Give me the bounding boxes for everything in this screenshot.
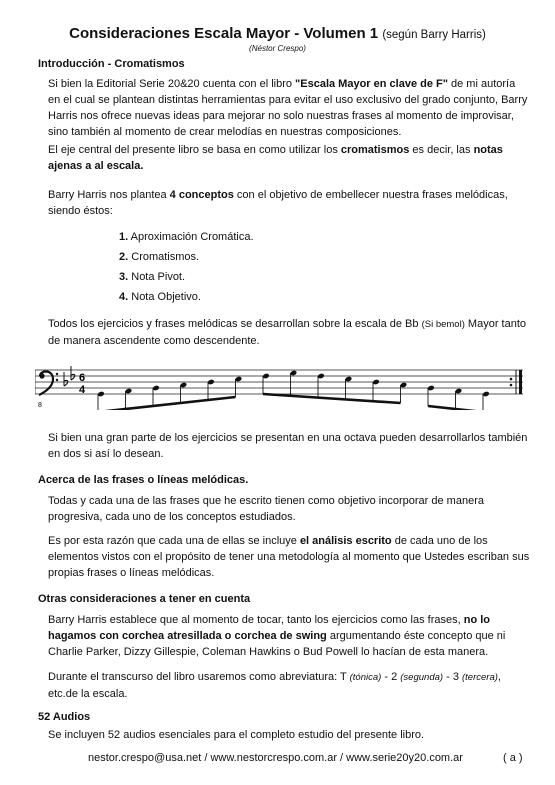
footer-links: nestor.crespo@usa.net / www.nestorcrespo.com.ar / www.serie20y20.com.ar	[88, 752, 463, 764]
bass-clef-icon	[39, 371, 58, 395]
list-text: Nota Pivot.	[128, 271, 186, 283]
list-number: 3.	[119, 271, 129, 283]
text-run: El eje central del presente libro se basa en como utilizar los	[48, 144, 341, 156]
flat-icon	[71, 366, 75, 380]
intro-paragraph-3	[38, 187, 530, 219]
page-title	[0, 25, 555, 42]
emphasis-text: notas ajenas a al escala.	[48, 144, 503, 172]
octave-mark: 8	[38, 402, 42, 409]
title-subtitle: (según Barry Harris)	[382, 29, 486, 41]
list-text: Cromatismos.	[128, 251, 200, 263]
list-item	[119, 267, 254, 287]
text-run: Durante el transcurso del libro usaremos como abreviatura: T	[48, 671, 350, 683]
emphasis-text: 4 conceptos	[169, 189, 234, 201]
list-text: Nota Objetivo.	[128, 291, 201, 303]
text-run: con el objetivo de embellecer nuestra frases melódicas, siendo éstos:	[48, 189, 508, 217]
text-run: Si bien la Editorial Serie 20&20 cuenta con el libro	[48, 78, 296, 90]
otras-paragraph-1	[38, 612, 530, 660]
list-item	[119, 287, 254, 307]
text-run: de cada uno de los elementos vistos con el propósito de tener una metodología al momento que Ustedes escriban sus propias frases o líneas melódicas.	[48, 535, 530, 579]
list-number: 1.	[119, 231, 129, 243]
text-run: Barry Harris nos plantea	[48, 189, 170, 201]
emphasis-text: cromatismos	[340, 144, 410, 156]
frases-paragraph-2	[38, 533, 530, 581]
intro-paragraph-1	[38, 76, 530, 140]
text-run: es decir, las	[409, 144, 474, 156]
time-signature-bottom: 4	[79, 384, 86, 396]
intro-paragraph-2	[38, 142, 530, 174]
heading-audios: 52 Audios	[38, 711, 91, 723]
otras-paragraph-2	[38, 669, 530, 702]
audios-paragraph: Se incluyen 52 audios esenciales para el completo estudio del presente libro.	[48, 729, 425, 741]
abbreviation-note: (tercera)	[462, 672, 498, 683]
text-run: Barry Harris establece que al momento de tocar, tanto los ejercicios como las frases,	[48, 614, 464, 626]
note-beam	[263, 394, 401, 403]
intro-paragraph-5: Si bien una gran parte de los ejercicios se presentan en una octava pueden desarrollarlos también en dos si así lo desean.	[48, 432, 528, 460]
heading-intro: Introducción - Cromatismos	[38, 58, 185, 70]
list-text: Aproximación Cromática.	[128, 231, 254, 243]
note-parenthetical: (Si bemol)	[421, 319, 465, 330]
list-number: 4.	[119, 291, 129, 303]
text-run: - 3	[443, 671, 462, 683]
abbreviation-note: (segunda)	[400, 672, 444, 683]
text-run: de mi autoría en el cual se plantean distintas herramientas para evitar el uso exclusivo del grado conjunto, Barry Harris nos ofrece nuevas ideas para mejorar no solo nuestras frases al momento de improvisar, sino también al momento de crear melodías en nuestras composiciones.	[48, 78, 528, 138]
music-staff	[35, 360, 525, 410]
heading-otras: Otras consideraciones a tener en cuenta	[38, 593, 251, 605]
intro-paragraph-4	[38, 316, 530, 349]
text-run: Es por esta razón que cada una de ellas se incluye	[48, 535, 300, 547]
text-run: - 2	[381, 671, 401, 683]
concepts-list	[119, 227, 254, 307]
text-run: argumentando éste concepto que ni Charlie Parker, Dizzy Gillespie, Coleman Hawkins o Bud Powell lo hacían de esta manera.	[48, 630, 506, 658]
page-number: ( a )	[503, 752, 523, 764]
heading-frases: Acerca de las frases o líneas melódicas.	[38, 474, 249, 486]
list-item	[119, 247, 254, 267]
time-signature-top: 6	[79, 372, 86, 384]
text-run: , etc.de la escala.	[48, 671, 501, 700]
abbreviation-note: (tónica)	[349, 672, 382, 683]
list-number: 2.	[119, 251, 129, 263]
note-beam	[98, 397, 236, 410]
emphasis-text: el análisis escrito	[299, 535, 392, 547]
title-text: Consideraciones Escala Mayor - Volumen 1	[69, 25, 379, 42]
text-run: Mayor tanto de manera ascendente como descendente.	[48, 318, 527, 347]
list-item	[119, 227, 254, 247]
emphasis-text: no lo hagamos con corchea atresillada o corchea de swing	[48, 614, 491, 642]
flat-icon	[64, 372, 68, 386]
frases-paragraph-1: Todas y cada una de las frases que he escrito tienen como objetivo incorporar de manera progresiva, cada uno de los conceptos estudiados.	[48, 495, 484, 523]
text-run: Todos los ejercicios y frases melódicas se desarrollan sobre la escala de Bb	[48, 318, 422, 330]
author-credit: (Néstor Crespo)	[249, 44, 306, 53]
book-title: "Escala Mayor en clave de F"	[295, 78, 448, 90]
